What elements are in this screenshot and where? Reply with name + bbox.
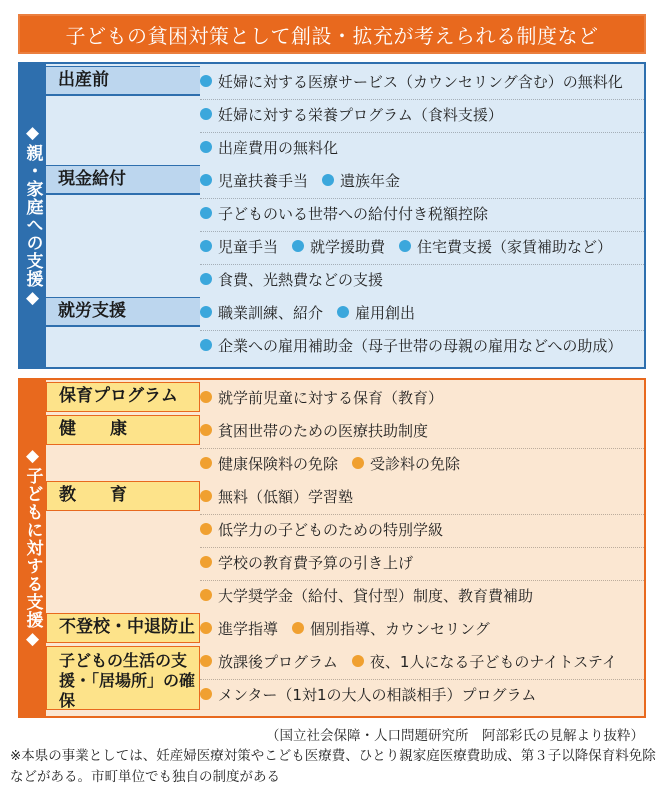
child-list-item xyxy=(352,453,460,474)
list-item-text: 放課後プログラム xyxy=(218,652,338,671)
child-list-item xyxy=(292,618,490,639)
list-item-text: 住宅費支援（家賃補助など） xyxy=(417,237,613,256)
parent-list-item xyxy=(200,269,383,290)
child-list-item xyxy=(200,585,533,606)
list-item-text: 企業への雇用補助金（母子世帯の母親の雇用などへの助成） xyxy=(218,336,623,355)
bullet-dot-icon xyxy=(322,174,334,186)
list-item-text: 食費、光熱費などの支援 xyxy=(218,270,384,289)
parent-category-label: 出産前 xyxy=(46,66,200,96)
bullet-dot-icon xyxy=(292,240,304,252)
row-divider xyxy=(200,99,644,100)
row-divider xyxy=(200,448,644,449)
parent-list-row xyxy=(200,297,640,327)
bullet-dot-icon xyxy=(200,273,212,285)
child-list-item xyxy=(200,519,443,540)
row-divider xyxy=(200,514,644,515)
row-divider xyxy=(200,264,644,265)
child-list-row xyxy=(200,547,640,577)
child-category-label: 保育プログラム xyxy=(46,382,200,412)
parent-list-row xyxy=(200,198,640,228)
bullet-dot-icon xyxy=(292,622,304,634)
child-list-item xyxy=(352,651,617,672)
child-list-row xyxy=(200,679,640,709)
row-divider xyxy=(200,580,644,581)
child-category-label: 教 育 xyxy=(46,481,200,511)
child-list-item xyxy=(200,684,536,705)
parent-list-item xyxy=(322,170,400,191)
child-list-row xyxy=(200,481,640,511)
child-category-label: 不登校・中退防止 xyxy=(46,613,200,643)
bullet-dot-icon xyxy=(200,655,212,667)
row-divider xyxy=(200,679,644,680)
bullet-dot-icon xyxy=(352,457,364,469)
parent-list-item xyxy=(200,137,338,158)
list-item-text: 進学指導 xyxy=(218,619,279,638)
bullet-dot-icon xyxy=(200,523,212,535)
child-list-item xyxy=(200,420,428,441)
bullet-dot-icon xyxy=(200,490,212,502)
bullet-dot-icon xyxy=(200,306,212,318)
bullet-dot-icon xyxy=(200,556,212,568)
parent-section-body xyxy=(46,64,644,367)
bullet-dot-icon xyxy=(200,75,212,87)
list-item-text: 就学援助費 xyxy=(310,237,386,256)
child-list-item xyxy=(200,651,338,672)
list-item-text: 健康保険料の免除 xyxy=(218,454,339,473)
footnote: ※本県の事業としては、妊産婦医療対策やこども医療費、ひとり親家庭医療費助成、第３子以降保育料免除などがある。市町単位でも独自の制度がある xyxy=(10,748,656,785)
list-item-text: 出産費用の無料化 xyxy=(218,138,339,157)
parent-list-row xyxy=(200,99,640,129)
parent-list-item xyxy=(337,302,415,323)
list-item-text: 児童手当 xyxy=(218,237,279,256)
parent-list-row xyxy=(200,165,640,195)
child-list-row xyxy=(200,382,640,412)
list-item-text: 子どものいる世帯への給付付き税額控除 xyxy=(218,204,489,223)
row-divider xyxy=(200,547,644,548)
parent-support-section xyxy=(18,62,646,369)
parent-list-item xyxy=(399,236,612,257)
parent-category-label: 就労支援 xyxy=(46,297,200,327)
list-item-text: 児童扶養手当 xyxy=(218,171,309,190)
child-list-row xyxy=(200,580,640,610)
row-divider xyxy=(200,330,644,331)
parent-list-item xyxy=(200,236,278,257)
list-item-text: 就学前児童に対する保育（教育） xyxy=(218,388,444,407)
bullet-dot-icon xyxy=(200,424,212,436)
bullet-dot-icon xyxy=(200,457,212,469)
source-note: （国立社会保障・人口問題研究所 阿部彩氏の見解より抜粋） xyxy=(266,728,644,744)
bullet-dot-icon xyxy=(337,306,349,318)
list-item-text: 学校の教育費予算の引き上げ xyxy=(218,553,414,572)
list-item-text: 雇用創出 xyxy=(355,303,416,322)
child-list-row xyxy=(200,613,640,643)
bullet-dot-icon xyxy=(200,141,212,153)
list-item-text: 低学力の子どものための特別学級 xyxy=(218,520,444,539)
bullet-dot-icon xyxy=(399,240,411,252)
child-support-section xyxy=(18,378,646,718)
list-item-text: 夜、1人になる子どものナイトステイ xyxy=(369,652,617,671)
row-divider xyxy=(200,132,644,133)
parent-list-item xyxy=(292,236,385,257)
bullet-dot-icon xyxy=(200,108,212,120)
child-section-body xyxy=(46,380,644,716)
list-item-text: 無料（低額）学習塾 xyxy=(218,487,354,506)
parent-list-item xyxy=(200,302,323,323)
bullet-dot-icon xyxy=(352,655,364,667)
list-item-text: 職業訓練、紹介 xyxy=(218,303,324,322)
child-list-row xyxy=(200,415,640,445)
bullet-dot-icon xyxy=(200,174,212,186)
child-list-item xyxy=(200,387,443,408)
parent-list-item xyxy=(200,104,503,125)
parent-list-item xyxy=(200,71,623,92)
page-title: 子どもの貧困対策として創設・拡充が考えられる制度など xyxy=(18,14,646,54)
parent-list-row xyxy=(200,231,640,261)
child-list-row xyxy=(200,646,640,676)
bullet-dot-icon xyxy=(200,339,212,351)
row-divider xyxy=(200,198,644,199)
child-list-item xyxy=(200,486,353,507)
parent-list-item xyxy=(200,203,488,224)
child-list-item xyxy=(200,453,338,474)
row-divider xyxy=(200,231,644,232)
bullet-dot-icon xyxy=(200,589,212,601)
child-list-item xyxy=(200,618,278,639)
parent-list-item xyxy=(200,170,308,191)
list-item-text: 受診料の免除 xyxy=(370,454,461,473)
bullet-dot-icon xyxy=(200,207,212,219)
list-item-text: 妊婦に対する医療サービス（カウンセリング含む）の無料化 xyxy=(218,72,623,91)
list-item-text: 遺族年金 xyxy=(340,171,401,190)
list-item-text: 貧困世帯のための医療扶助制度 xyxy=(218,421,429,440)
bullet-dot-icon xyxy=(200,622,212,634)
parent-list-row xyxy=(200,66,640,96)
child-list-row xyxy=(200,514,640,544)
child-list-row xyxy=(200,448,640,478)
parent-list-row xyxy=(200,264,640,294)
bullet-dot-icon xyxy=(200,391,212,403)
list-item-text: メンター（1対1の大人の相談相手）プログラム xyxy=(218,685,537,704)
list-item-text: 妊婦に対する栄養プログラム（食料支援） xyxy=(218,105,503,124)
parent-category-label: 現金給付 xyxy=(46,165,200,195)
child-list-item xyxy=(200,552,413,573)
parent-list-item xyxy=(200,335,622,356)
parent-section-label: ◆親・家庭への支援◆ xyxy=(20,64,46,367)
parent-list-row xyxy=(200,330,640,360)
child-category-label: 健 康 xyxy=(46,415,200,445)
parent-list-row xyxy=(200,132,640,162)
bullet-dot-icon xyxy=(200,240,212,252)
list-item-text: 大学奨学金（給付、貸付型）制度、教育費補助 xyxy=(218,586,534,605)
child-category-label: 子どもの生活の支援・「居場所」の確保 xyxy=(46,646,200,710)
bullet-dot-icon xyxy=(200,688,212,700)
list-item-text: 個別指導、カウンセリング xyxy=(310,619,490,638)
child-section-label: ◆子どもに対する支援◆ xyxy=(20,380,46,716)
